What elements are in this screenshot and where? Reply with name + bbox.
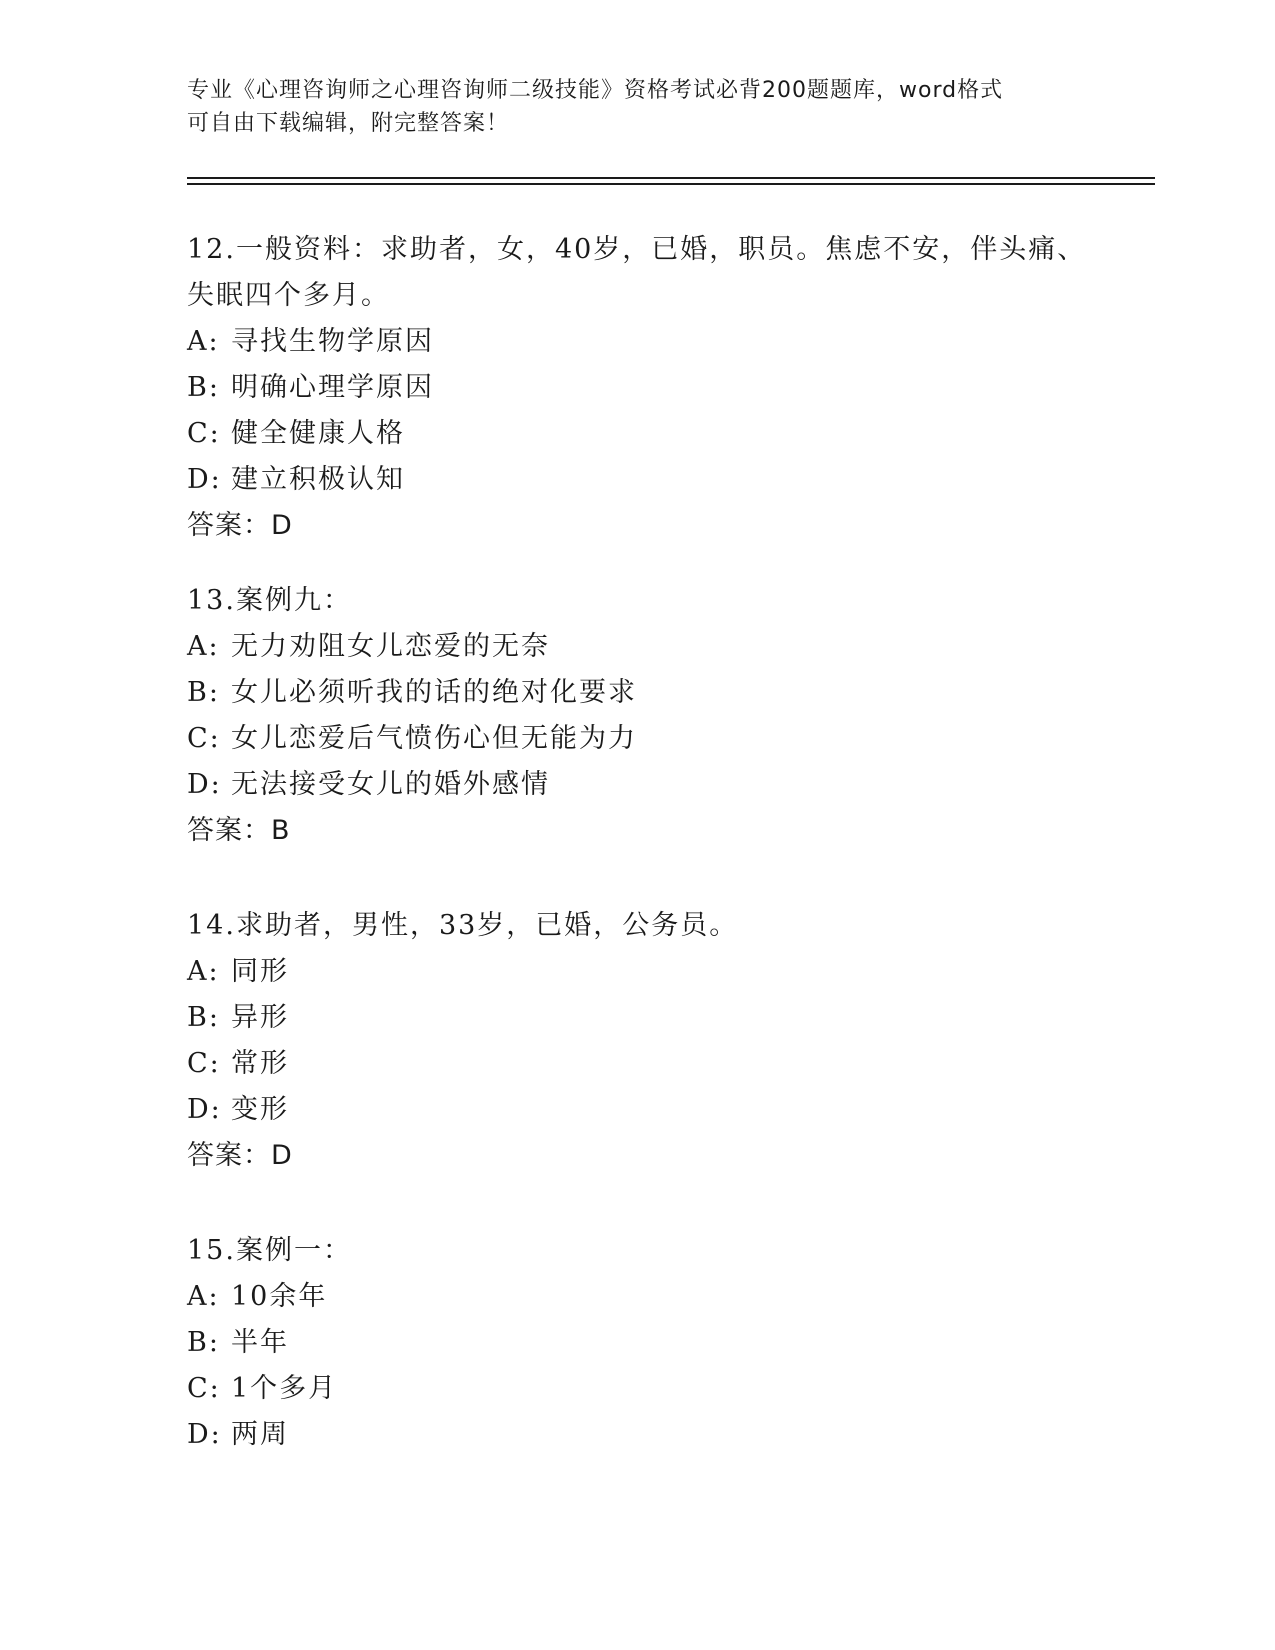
question-14: [187, 903, 1087, 1179]
option-d: [187, 762, 1087, 808]
option-text: 无法接受女儿的婚外感情: [231, 769, 550, 800]
document-header: [187, 74, 1067, 140]
option-a: [187, 1274, 1087, 1320]
question-13: [187, 578, 1087, 854]
option-b: [187, 670, 1087, 716]
answer-line: 答案：B: [187, 815, 291, 846]
option-letter: B:: [187, 677, 220, 708]
answer-line: 答案：D: [187, 510, 293, 541]
option-text: 明确心理学原因: [231, 372, 434, 403]
option-text: 两周: [231, 1419, 289, 1450]
header-line-2: 可自由下载编辑，附完整答案！: [187, 111, 510, 136]
option-letter: D:: [187, 464, 222, 495]
option-letter: D:: [187, 1419, 222, 1450]
option-text: 建立积极认知: [231, 464, 405, 495]
option-text: 女儿恋爱后气愤伤心但无能为力: [231, 723, 637, 754]
answer-line: 答案：D: [187, 1140, 293, 1171]
option-letter: C:: [187, 723, 221, 754]
header-divider-top: [187, 177, 1155, 179]
option-letter: A:: [187, 326, 220, 357]
option-text: 变形: [231, 1094, 289, 1125]
option-text: 半年: [231, 1327, 289, 1358]
option-letter: A:: [187, 631, 220, 662]
option-letter: B:: [187, 372, 220, 403]
option-c: [187, 411, 1087, 457]
option-letter: D:: [187, 1094, 222, 1125]
option-d: [187, 1087, 1087, 1133]
option-text: 1个多月: [231, 1373, 338, 1404]
option-a: [187, 949, 1087, 995]
option-letter: B:: [187, 1002, 220, 1033]
option-a: [187, 319, 1087, 365]
header-line-1: 专业《心理咨询师之心理咨询师二级技能》资格考试必背200题题库，word格式: [187, 78, 1004, 103]
question-stem: 12.一般资料：求助者，女，40岁，已婚，职员。焦虑不安，伴头痛、: [187, 234, 1087, 265]
option-text: 无力劝阻女儿恋爱的无奈: [231, 631, 550, 662]
option-text: 寻找生物学原因: [231, 326, 434, 357]
option-b: [187, 1320, 1087, 1366]
question-stem: 15.案例一：: [187, 1235, 352, 1266]
question-stem: 14.求助者，男性，33岁，已婚，公务员。: [187, 910, 739, 941]
option-b: [187, 995, 1087, 1041]
header-divider-bottom: [187, 183, 1155, 185]
option-letter: C:: [187, 418, 221, 449]
question-stem-continued: 失眠四个多月。: [187, 280, 390, 311]
option-d: [187, 457, 1087, 503]
option-letter: A:: [187, 956, 220, 987]
option-text: 异形: [231, 1002, 289, 1033]
option-letter: D:: [187, 769, 222, 800]
option-d: [187, 1412, 1087, 1458]
option-text: 常形: [231, 1048, 289, 1079]
option-letter: B:: [187, 1327, 220, 1358]
question-12: [187, 227, 1087, 549]
option-b: [187, 365, 1087, 411]
option-c: [187, 1041, 1087, 1087]
option-text: 健全健康人格: [231, 418, 405, 449]
option-c: [187, 716, 1087, 762]
option-text: 10余年: [231, 1281, 328, 1312]
question-15: [187, 1228, 1087, 1458]
option-text: 女儿必须听我的话的绝对化要求: [231, 677, 637, 708]
option-c: [187, 1366, 1087, 1412]
option-letter: A:: [187, 1281, 220, 1312]
option-text: 同形: [231, 956, 289, 987]
option-letter: C:: [187, 1048, 221, 1079]
option-a: [187, 624, 1087, 670]
option-letter: C:: [187, 1373, 221, 1404]
question-stem: 13.案例九：: [187, 585, 352, 616]
